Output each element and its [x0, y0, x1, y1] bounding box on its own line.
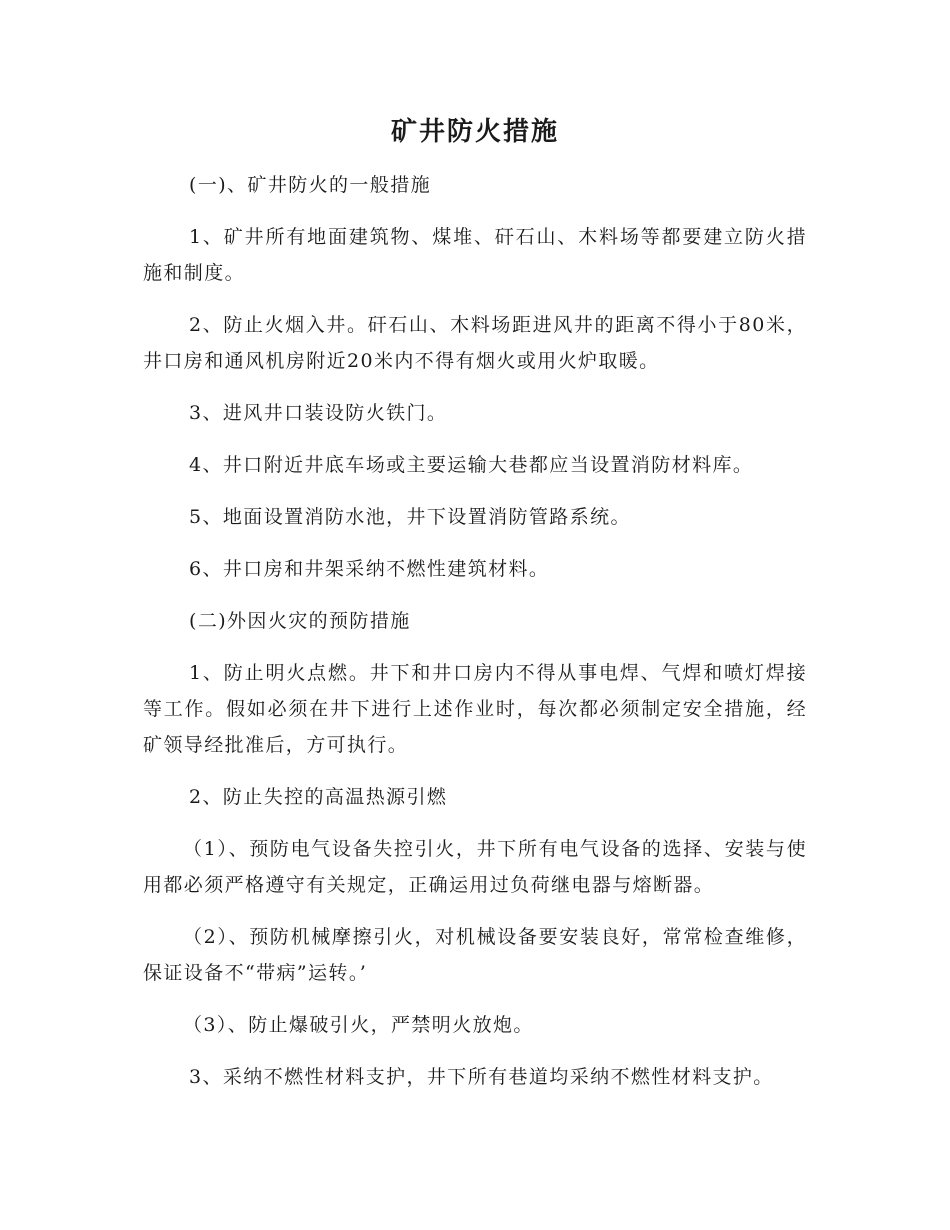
- paragraph-prevent-smoke-entry: 2、防止火烟入井。矸石山、木料场距进风井的距离不得小于80米，井口房和通风机房附近20米内不得有烟火或用火炉取暖。: [143, 314, 807, 372]
- paragraph-electrical-equipment: （1）、预防电气设备失控引火，井下所有电气设备的选择、安装与使用都必须严格遵守有关规定，正确运用过负荷继电器与熔断器。: [143, 838, 807, 896]
- paragraph-mechanical-friction: （2）、预防机械摩擦引火，对机械设备要安装良好，常常检查维修，保证设备不“带病”运转。’: [143, 926, 807, 984]
- document-body: [143, 167, 807, 1111]
- section-heading-external-fire: (二)外因火灾的预防措施: [189, 610, 411, 632]
- paragraph-fire-materials-store: 4、井口附近井底车场或主要运输大巷都应当设置消防材料库。: [189, 454, 754, 476]
- paragraph-prevent-open-flame: 1、防止明火点燃。井下和井口房内不得从事电焊、气焊和喷灯焊接等工作。假如必须在井下进行上述作业时，每次都必须制定安全措施，经矿领导经批准后，方可执行。: [143, 662, 807, 756]
- document-title: 矿井防火措施: [390, 117, 559, 147]
- paragraph-surface-buildings: 1、矿井所有地面建筑物、煤堆、矸石山、木料场等都要建立防火措施和制度。: [143, 226, 807, 284]
- paragraph-fire-door: 3、进风井口装设防火铁门。: [189, 402, 448, 424]
- section-heading-general-measures: (一)、矿井防火的一般措施: [189, 174, 432, 196]
- paragraph-nonflammable-support: 3、采纳不燃性材料支护，井下所有巷道均采纳不燃性材料支护。: [189, 1066, 774, 1088]
- paragraph-nonflammable-materials: 6、井口房和井架采纳不燃性建筑材料。: [189, 558, 550, 580]
- paragraph-prevent-heat-sources: 2、防止失控的高温热源引燃: [189, 786, 448, 808]
- paragraph-blasting: （3）、防止爆破引火，严禁明火放炮。: [183, 1014, 534, 1036]
- paragraph-fire-water-pool: 5、地面设置消防水池，井下设置消防管路系统。: [189, 506, 631, 528]
